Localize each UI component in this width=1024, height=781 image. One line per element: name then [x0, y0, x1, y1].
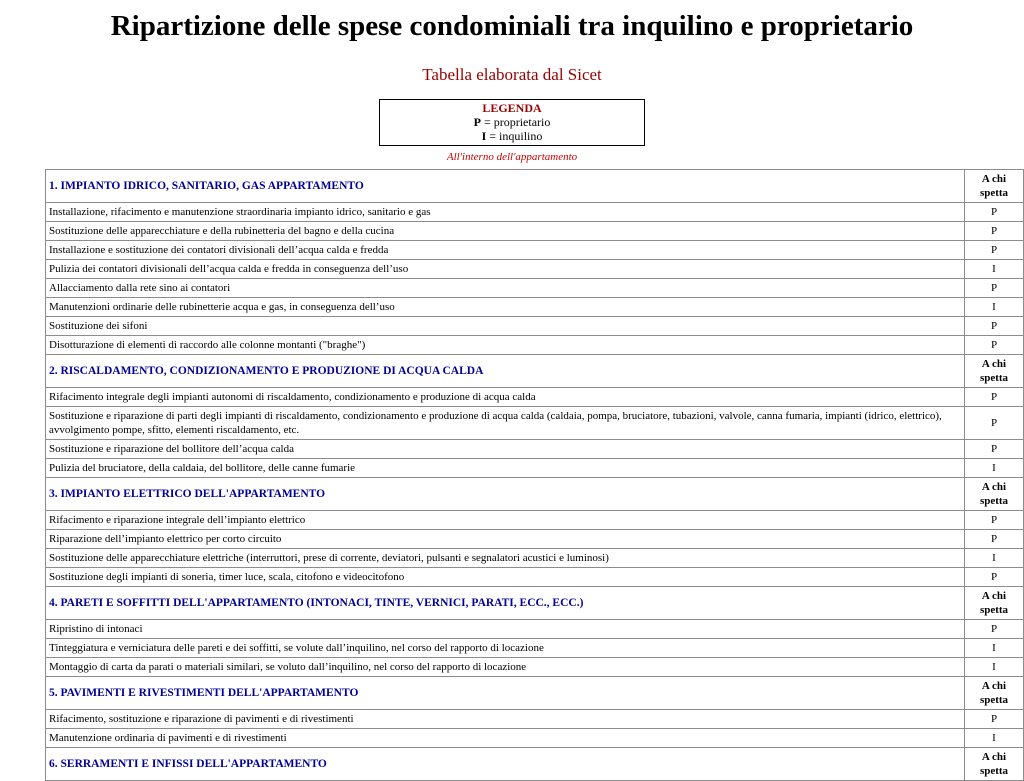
responsible-party: P: [965, 317, 1024, 336]
responsible-party: I: [965, 549, 1024, 568]
table-row: [46, 336, 1024, 355]
column-header-line-1: A chi: [981, 590, 1007, 602]
page-title: Ripartizione delle spese condominiali tra inquilino e proprietario: [110, 10, 914, 42]
responsible-party: P: [965, 710, 1024, 729]
expense-table: [45, 169, 1024, 781]
expense-description: Tinteggiatura e verniciatura delle pareti e dei soffitti, se volute dall’inquilino, nel corso del rapporto di locazione: [46, 639, 965, 658]
expense-description: Rifacimento e riparazione integrale dell’impianto elettrico: [46, 511, 965, 530]
section-title: 1. IMPIANTO IDRICO, SANITARIO, GAS APPARTAMENTO: [46, 170, 965, 203]
section-note: All'interno dell'appartamento: [446, 151, 578, 163]
table-row: [46, 222, 1024, 241]
expense-description: Montaggio di carta da parati o materiali similari, se voluto dall’inquilino, nel corso del rapporto di locazione: [46, 658, 965, 677]
column-header-line-1: A chi: [981, 680, 1007, 692]
table-row: [46, 639, 1024, 658]
responsible-party: P: [965, 241, 1024, 260]
responsible-party: P: [965, 440, 1024, 459]
legend-p-text: = proprietario: [480, 115, 551, 129]
table-row: [46, 710, 1024, 729]
column-header-a-chi-spetta: [965, 677, 1024, 710]
subtitle: Tabella elaborata dal Sicet: [422, 65, 602, 84]
legend-box: [379, 99, 645, 146]
legend-p-key: P: [473, 115, 481, 129]
table-row: [46, 549, 1024, 568]
responsible-party: I: [965, 260, 1024, 279]
legend-i-key: I: [481, 129, 487, 143]
column-header-line-1: A chi: [981, 173, 1007, 185]
section-title: 4. PARETI E SOFFITTI DELL'APPARTAMENTO (INTONACI, TINTE, VERNICI, PARATI, ECC., ECC.): [46, 587, 965, 620]
column-header-line-2: spetta: [979, 604, 1009, 616]
legend-inquilino: [380, 129, 644, 143]
table-row: [46, 203, 1024, 222]
expense-description: Sostituzione degli impianti di soneria, timer luce, scala, citofono e videocitofono: [46, 568, 965, 587]
responsible-party: I: [965, 729, 1024, 748]
expense-description: Manutenzione ordinaria di pavimenti e di rivestimenti: [46, 729, 965, 748]
responsible-party: P: [965, 530, 1024, 549]
column-header-line-2: spetta: [979, 765, 1009, 777]
table-row: [46, 658, 1024, 677]
responsible-party: I: [965, 639, 1024, 658]
expense-description: Pulizia dei contatori divisionali dell’acqua calda e fredda in conseguenza dell’uso: [46, 260, 965, 279]
column-header-a-chi-spetta: [965, 355, 1024, 388]
table-row: [46, 729, 1024, 748]
expense-description: Sostituzione e riparazione di parti degli impianti di riscaldamento, condizionamento e produzione di acqua calda (caldaia, pompa, bruciatore, tubazioni, valvole, canna fumaria, impianti (idrico, elettrico), avvolgimento pompe, sfitto, elementi riscaldamento, etc.: [46, 407, 965, 440]
legend-i-text: = inquilino: [486, 129, 543, 143]
responsible-party: P: [965, 222, 1024, 241]
table-row: [46, 260, 1024, 279]
legend-proprietario: [380, 115, 644, 129]
column-header-line-2: spetta: [979, 187, 1009, 199]
responsible-party: P: [965, 568, 1024, 587]
expense-description: Installazione e sostituzione dei contatori divisionali dell’acqua calda e fredda: [46, 241, 965, 260]
expense-description: Sostituzione e riparazione del bollitore dell’acqua calda: [46, 440, 965, 459]
responsible-party: P: [965, 203, 1024, 222]
table-row: [46, 407, 1024, 440]
column-header-line-1: A chi: [981, 481, 1007, 493]
responsible-party: P: [965, 279, 1024, 298]
table-row: [46, 568, 1024, 587]
expense-description: Pulizia del bruciatore, della caldaia, del bollitore, delle canne fumarie: [46, 459, 965, 478]
table-row: [46, 530, 1024, 549]
table-row: [46, 440, 1024, 459]
expense-description: Sostituzione delle apparecchiature elettriche (interruttori, prese di corrente, deviatori, pulsanti e segnalatori acustici e luminosi): [46, 549, 965, 568]
legend-title: LEGENDA: [482, 101, 542, 115]
responsible-party: P: [965, 620, 1024, 639]
column-header-line-2: spetta: [979, 694, 1009, 706]
responsible-party: I: [965, 459, 1024, 478]
column-header-a-chi-spetta: [965, 587, 1024, 620]
table-row: [46, 459, 1024, 478]
column-header-line-2: spetta: [979, 372, 1009, 384]
table-row: [46, 620, 1024, 639]
responsible-party: I: [965, 658, 1024, 677]
section-title: 5. PAVIMENTI E RIVESTIMENTI DELL'APPARTAMENTO: [46, 677, 965, 710]
expense-description: Rifacimento integrale degli impianti autonomi di riscaldamento, condizionamento e produzione di acqua calda: [46, 388, 965, 407]
section-title: 2. RISCALDAMENTO, CONDIZIONAMENTO E PRODUZIONE DI ACQUA CALDA: [46, 355, 965, 388]
expense-description: Rifacimento, sostituzione e riparazione di pavimenti e di rivestimenti: [46, 710, 965, 729]
section-title: 3. IMPIANTO ELETTRICO DELL'APPARTAMENTO: [46, 478, 965, 511]
responsible-party: P: [965, 407, 1024, 440]
column-header-a-chi-spetta: [965, 478, 1024, 511]
responsible-party: P: [965, 336, 1024, 355]
expense-description: Allacciamento dalla rete sino ai contatori: [46, 279, 965, 298]
expense-description: Ripristino di intonaci: [46, 620, 965, 639]
responsible-party: P: [965, 388, 1024, 407]
table-row: [46, 279, 1024, 298]
expense-description: Disotturazione di elementi di raccordo alle colonne montanti ("braghe"): [46, 336, 965, 355]
table-row: [46, 511, 1024, 530]
responsible-party: P: [965, 511, 1024, 530]
section-header-row: [46, 587, 1024, 620]
table-row: [46, 388, 1024, 407]
section-header-row: [46, 677, 1024, 710]
section-header-row: [46, 478, 1024, 511]
expense-description: Riparazione dell’impianto elettrico per corto circuito: [46, 530, 965, 549]
table-row: [46, 298, 1024, 317]
expense-description: Sostituzione delle apparecchiature e della rubinetteria del bagno e della cucina: [46, 222, 965, 241]
expense-description: Manutenzioni ordinarie delle rubinetterie acqua e gas, in conseguenza dell’uso: [46, 298, 965, 317]
expense-description: Sostituzione dei sifoni: [46, 317, 965, 336]
column-header-line-2: spetta: [979, 495, 1009, 507]
column-header-a-chi-spetta: [965, 170, 1024, 203]
column-header-line-1: A chi: [981, 751, 1007, 763]
column-header-line-1: A chi: [981, 358, 1007, 370]
column-header-a-chi-spetta: [965, 748, 1024, 781]
section-header-row: [46, 170, 1024, 203]
table-row: [46, 317, 1024, 336]
section-header-row: [46, 355, 1024, 388]
table-row: [46, 241, 1024, 260]
expense-description: Installazione, rifacimento e manutenzione straordinaria impianto idrico, sanitario e gas: [46, 203, 965, 222]
section-title: 6. SERRAMENTI E INFISSI DELL'APPARTAMENTO: [46, 748, 965, 781]
responsible-party: I: [965, 298, 1024, 317]
section-header-row: [46, 748, 1024, 781]
expense-table-body: [46, 170, 1024, 781]
